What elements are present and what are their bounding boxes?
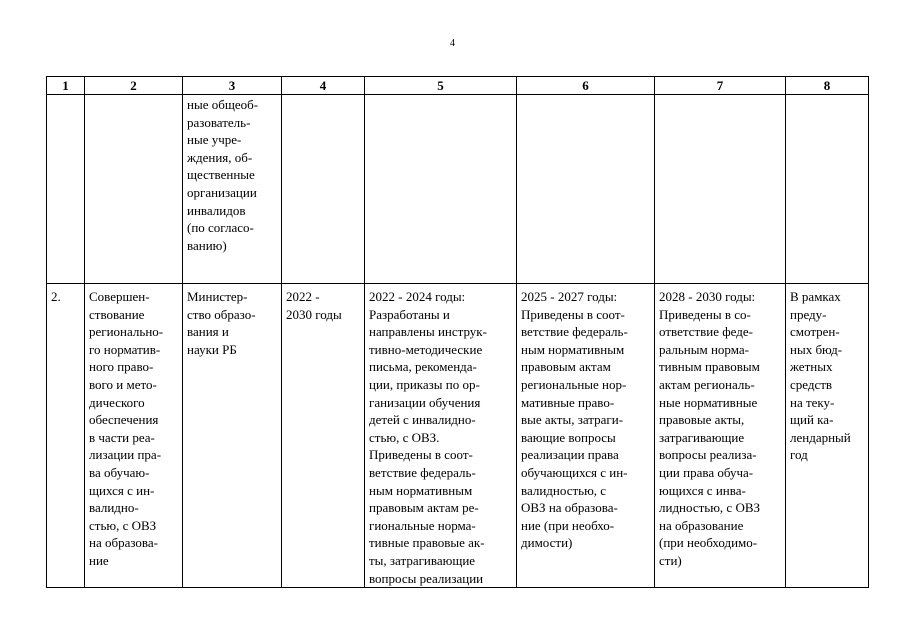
table-cell xyxy=(365,95,517,284)
measures-table xyxy=(46,76,869,588)
cell-text xyxy=(790,95,864,96)
responsible-cell xyxy=(183,284,282,588)
result-2022-2024-cell xyxy=(365,284,517,588)
table-cell xyxy=(183,95,282,284)
column-header-7: 7 xyxy=(655,77,786,95)
header-row xyxy=(47,77,869,95)
cell-text xyxy=(51,95,80,96)
table-cell xyxy=(655,95,786,284)
column-header-3: 3 xyxy=(183,77,282,95)
funding-cell xyxy=(786,284,869,588)
table-cell xyxy=(282,95,365,284)
cell-text xyxy=(286,95,360,96)
cell-text xyxy=(369,95,512,96)
column-header-1: 1 xyxy=(47,77,85,95)
cell-text: 2025 - 2027 годы: Приведены в соот- ветствие федераль- ным нормативным правовым актам региональные нор- мативные право- вые акты, затраги- вающие вопросы реализации права обучающихся с ин- валидностью, с ОВЗ на образова- ние (при необхо- димости) xyxy=(521,289,628,551)
cell-text: 2022 - 2024 годы: Разработаны и направлены инструк- тивно-методические письма, рекоменда- ции, приказы по ор- ганизации обучения детей с инвалидно- стью, с ОВЗ. Приведены в соот- ветствие федераль- ным нормативным правовым актам ре- гиональные норма- тивные правовые ак- ты, затрагивающие вопросы реализации xyxy=(369,289,487,586)
cell-text xyxy=(89,95,178,96)
cell-text: В рамках преду- смотрен- ных бюд- жетных средств на теку- щий ка- лендарный год xyxy=(790,289,851,463)
table-cell xyxy=(786,95,869,284)
column-header-4: 4 xyxy=(282,77,365,95)
cell-text: 2. xyxy=(51,289,61,304)
column-header-6: 6 xyxy=(517,77,655,95)
result-2028-2030-cell xyxy=(655,284,786,588)
result-2025-2027-cell xyxy=(517,284,655,588)
cell-text: Министер- ство образо- вания и науки РБ xyxy=(187,289,256,357)
cell-text: 2028 - 2030 годы: Приведены в со- ответствие феде- ральным норма- тивным правовым актам региональ- ные нормативные правовые акты, затрагивающие вопросы реализа- ции права обуча- ющихся с инва- лидностью, с ОВЗ на образование (при необходимо- сти) xyxy=(659,289,761,568)
column-header-8: 8 xyxy=(786,77,869,95)
page-number: 4 xyxy=(450,38,455,49)
table-row-continuation xyxy=(47,95,869,284)
period-cell xyxy=(282,284,365,588)
table-cell xyxy=(517,95,655,284)
cell-text xyxy=(659,95,781,96)
measure-name-cell xyxy=(85,284,183,588)
cell-text xyxy=(521,95,650,96)
table-cell xyxy=(47,95,85,284)
table-row-item-2 xyxy=(47,284,869,588)
cell-text: ные общеоб- разователь- ные учре- ждения, об- щественные организации инвалидов (по согласо- ванию) xyxy=(187,97,259,253)
column-header-2: 2 xyxy=(85,77,183,95)
cell-text: Совершен- ствование регионально- го норматив- ного право- вого и мето- дического обеспечения в части реа- лизации пра- ва обучаю- щихся с ин- валидно- стью, с ОВЗ на образова- ние xyxy=(89,289,164,568)
cell-text: 2022 - 2030 годы xyxy=(286,289,342,322)
column-header-5: 5 xyxy=(365,77,517,95)
table-cell xyxy=(85,95,183,284)
item-number-cell xyxy=(47,284,85,588)
